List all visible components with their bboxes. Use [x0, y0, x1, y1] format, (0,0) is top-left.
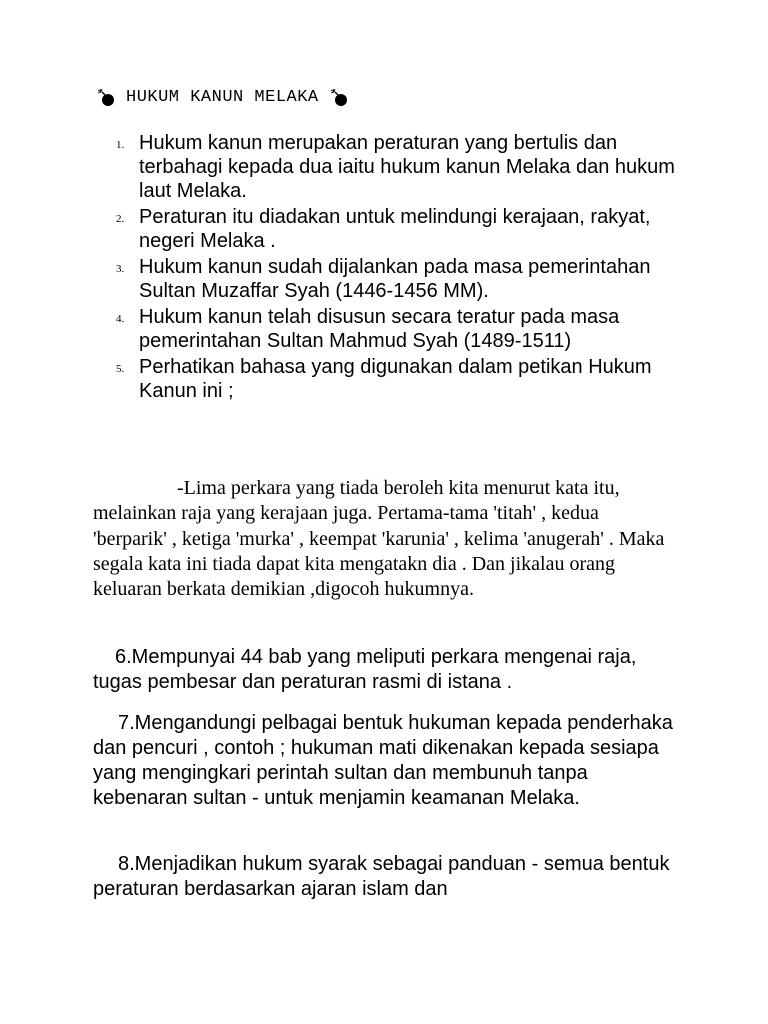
quote-paragraph: -Lima perkara yang tiada beroleh kita menurut kata itu, melainkan raja yang kerajaan juga. Pertama-tama 'titah' , kedua 'berparik' , ketiga 'murka' , keempat 'karunia' , kelima 'anugerah' . Maka segala kata ini tiada dapat kita mengatakn dia . Dan jikalau orang keluaran berkata demikian ,digocoh hukumnya.: [93, 477, 665, 601]
list-item: [92, 255, 692, 303]
list-number: 2.: [116, 213, 125, 225]
paragraph-6: 6.Mempunyai 44 bab yang meliputi perkara mengenai raja, tugas pembesar dan peraturan rasmi di istana .: [93, 646, 637, 693]
list-item: [92, 305, 692, 353]
list-number: 3.: [116, 263, 125, 275]
document-title: [92, 88, 353, 107]
list-number: 5.: [116, 363, 125, 375]
title-text: HUKUM KANUN MELAKA: [126, 88, 319, 107]
list-item: [92, 205, 692, 253]
bomb-icon: [96, 89, 116, 107]
list-text: Hukum kanun merupakan peraturan yang bertulis dan terbahagi kepada dua iaitu hukum kanun Melaka dan hukum laut Melaka.: [139, 132, 675, 202]
list-text: Peraturan itu diadakan untuk melindungi kerajaan, rakyat, negeri Melaka .: [139, 206, 651, 252]
paragraph-8: 8.Menjadikan hukum syarak sebagai panduan - semua bentuk peraturan berdasarkan ajaran islam dan: [93, 853, 670, 900]
list-text: Hukum kanun telah disusun secara teratur pada masa pemerintahan Sultan Mahmud Syah (1489-1511): [139, 306, 620, 352]
list-item: [92, 131, 692, 203]
list-item: [92, 355, 692, 403]
list-text: Hukum kanun sudah dijalankan pada masa pemerintahan Sultan Muzaffar Syah (1446-1456 MM).: [139, 256, 651, 302]
numbered-list: [92, 131, 692, 405]
bomb-icon: [329, 89, 349, 107]
list-number: 1.: [116, 139, 125, 151]
list-number: 4.: [116, 313, 125, 325]
paragraph-7: 7.Mengandungi pelbagai bentuk hukuman kepada penderhaka dan pencuri , contoh ; hukuman mati dikenakan kepada sesiapa yang mengingkari perintah sultan dan membunuh tanpa kebenaran sultan - untuk menjamin keamanan Melaka.: [93, 712, 673, 809]
list-text: Perhatikan bahasa yang digunakan dalam petikan Hukum Kanun ini ;: [139, 356, 652, 402]
